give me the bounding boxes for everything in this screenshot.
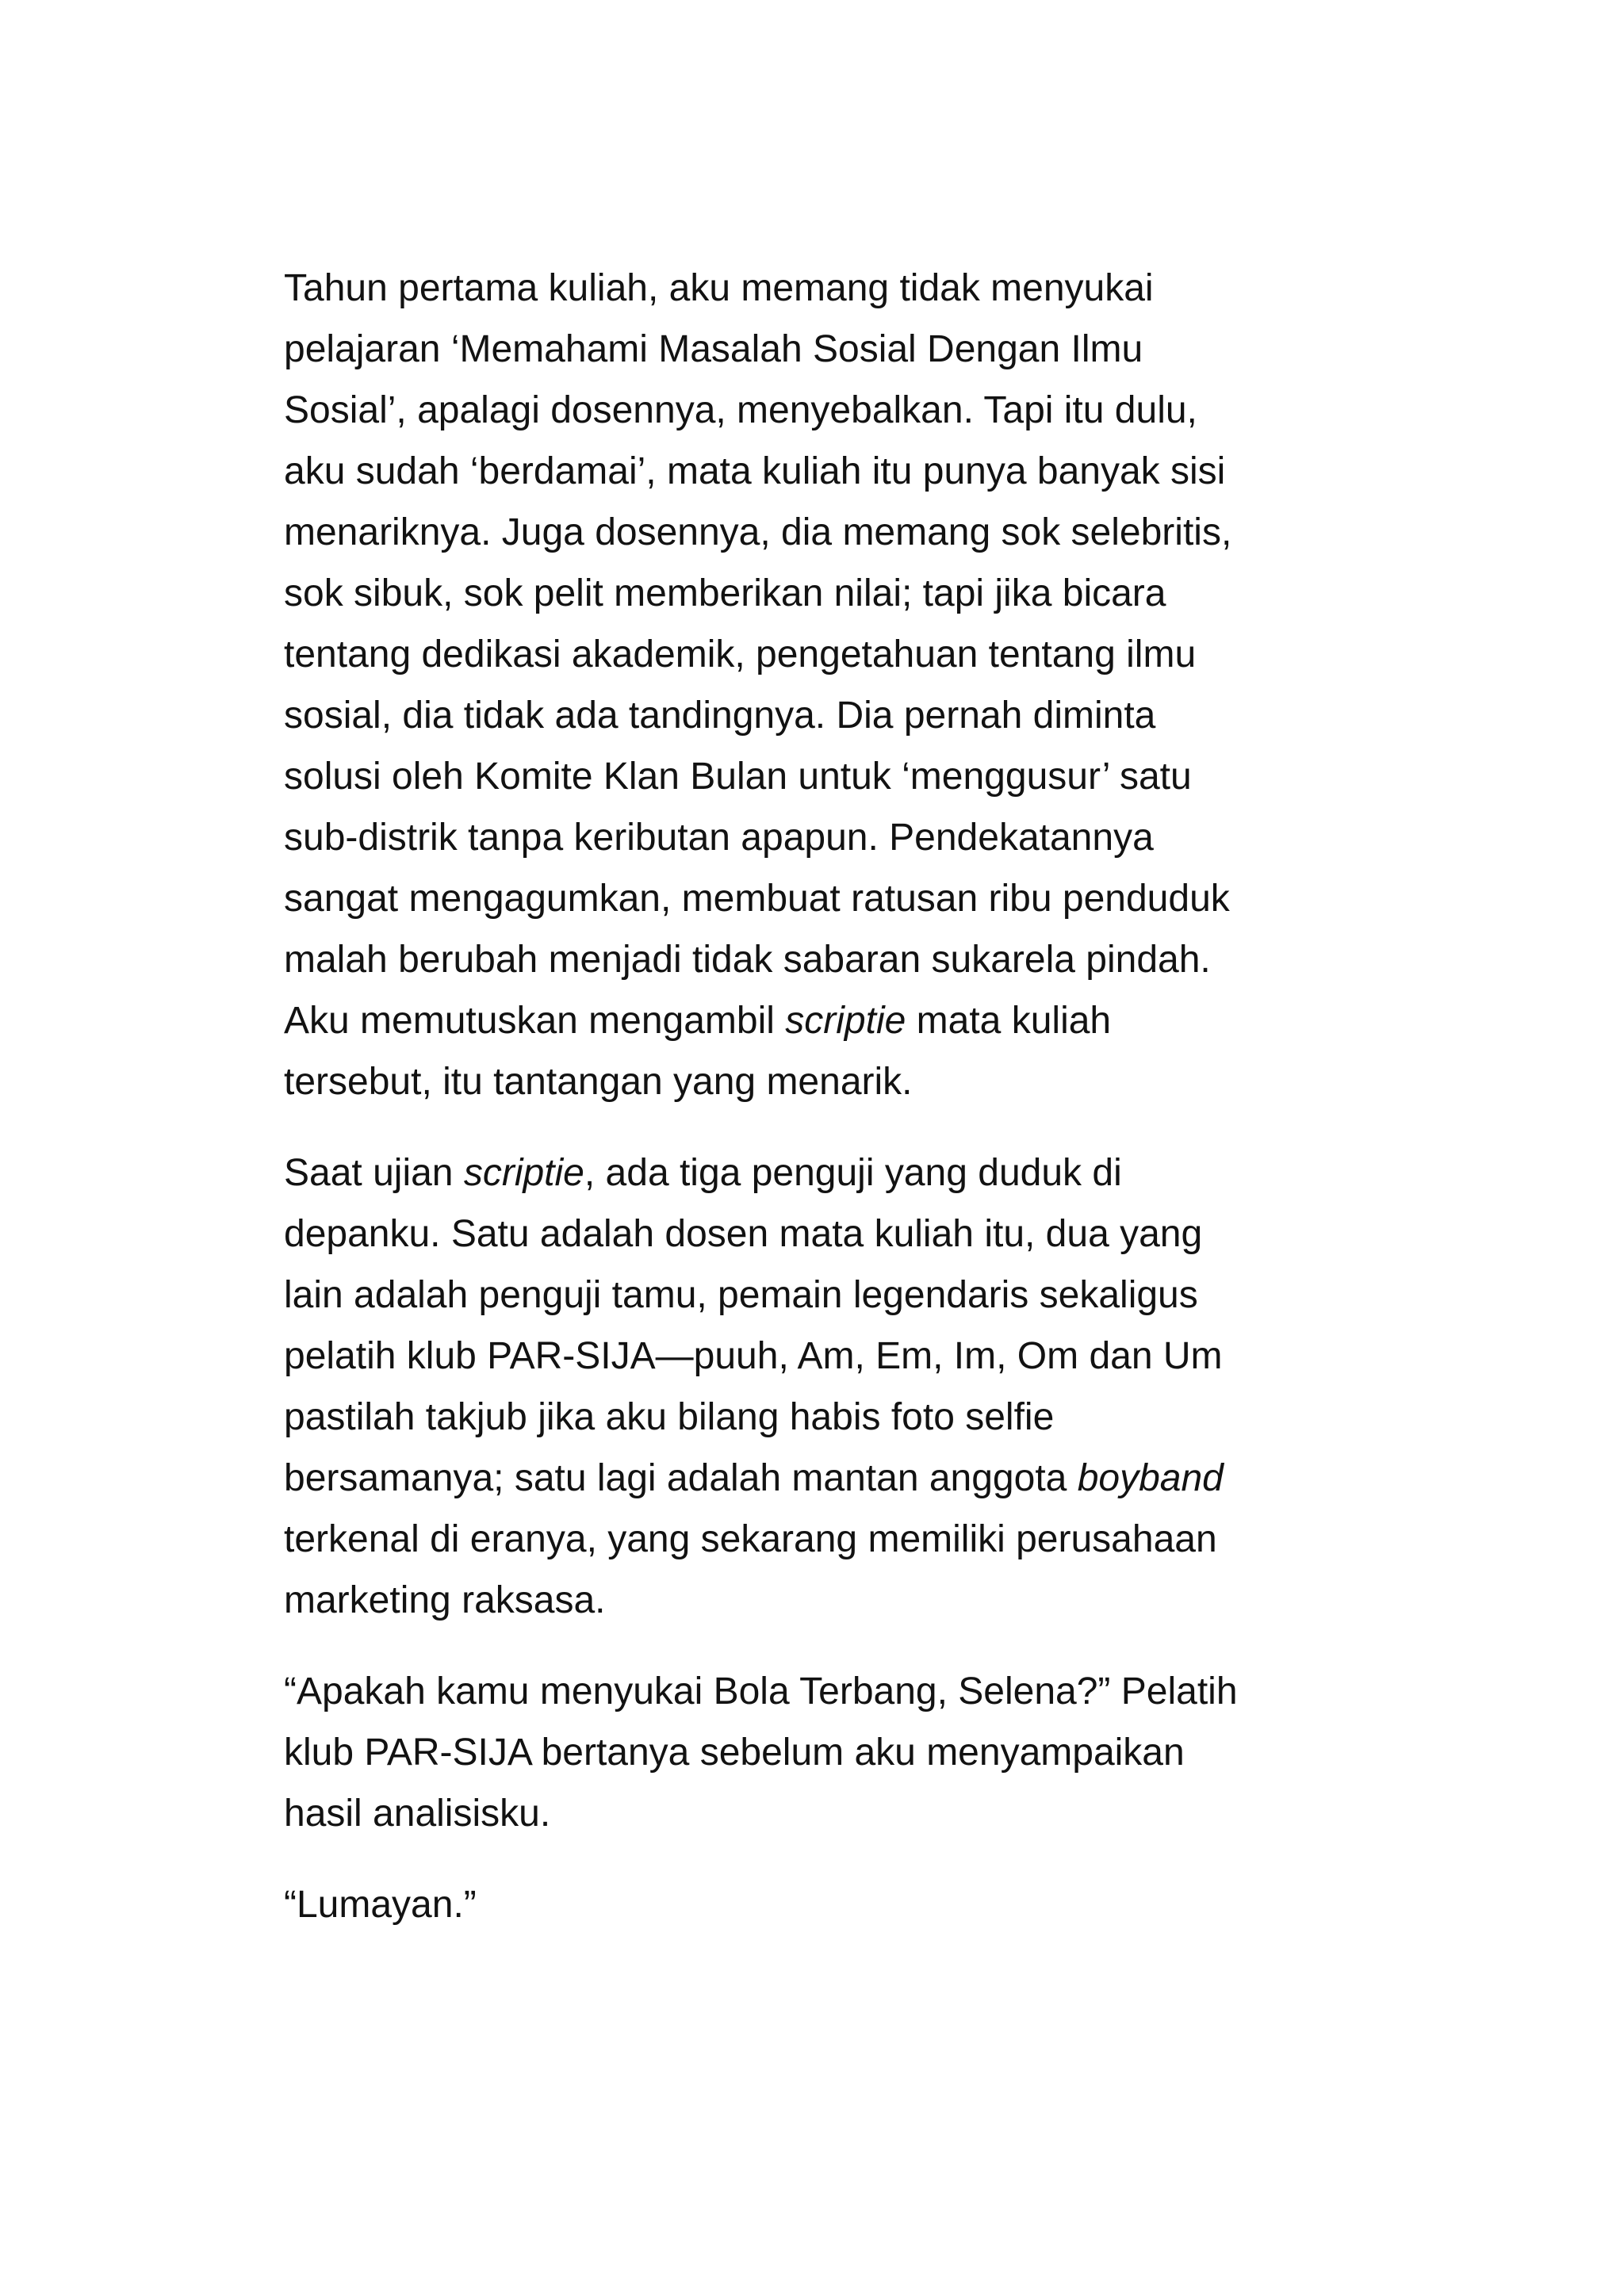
text-run: lain adalah penguji tamu, pemain legendaris sekaligus bbox=[284, 1274, 1198, 1316]
text-run: depanku. Satu adalah dosen mata kuliah itu, dua yang bbox=[284, 1213, 1203, 1255]
text-run: “Lumayan.” bbox=[284, 1884, 477, 1926]
text-run: malah berubah menjadi tidak sabaran sukarela pindah. bbox=[284, 939, 1211, 981]
text-line bbox=[284, 1570, 1356, 1631]
text-line bbox=[284, 1661, 1356, 1722]
text-line bbox=[284, 929, 1356, 990]
italic-text: boyband bbox=[1077, 1457, 1224, 1499]
text-run: Sosial’, apalagi dosennya, menyebalkan. Tapi itu dulu, bbox=[284, 389, 1197, 431]
text-line bbox=[284, 1326, 1356, 1387]
body-text bbox=[284, 258, 1356, 1935]
text-line bbox=[284, 1448, 1356, 1509]
text-line bbox=[284, 563, 1356, 624]
text-run: terkenal di eranya, yang sekarang memiliki perusahaan bbox=[284, 1518, 1217, 1560]
text-run: “Apakah kamu menyukai Bola Terbang, Selena?” Pelatih bbox=[284, 1670, 1238, 1712]
paragraph bbox=[284, 1661, 1356, 1844]
text-line bbox=[284, 502, 1356, 563]
text-line bbox=[284, 746, 1356, 807]
text-line bbox=[284, 441, 1356, 502]
text-run: pelatih klub PAR-SIJA—puuh, Am, Em, Im, Om dan Um bbox=[284, 1335, 1223, 1377]
text-run: klub PAR-SIJA bertanya sebelum aku menyampaikan bbox=[284, 1732, 1185, 1774]
text-run: , ada tiga penguji yang duduk di bbox=[584, 1152, 1122, 1194]
text-run: sosial, dia tidak ada tandingnya. Dia pernah diminta bbox=[284, 695, 1156, 737]
text-run: tersebut, itu tantangan yang menarik. bbox=[284, 1061, 913, 1103]
text-line bbox=[284, 1051, 1356, 1112]
text-line bbox=[284, 685, 1356, 746]
text-line bbox=[284, 807, 1356, 868]
paragraph bbox=[284, 1142, 1356, 1631]
text-line bbox=[284, 1722, 1356, 1783]
text-line bbox=[284, 1509, 1356, 1570]
text-line bbox=[284, 1142, 1356, 1203]
text-run: mata kuliah bbox=[906, 1000, 1112, 1042]
text-run: marketing raksasa. bbox=[284, 1579, 606, 1621]
text-line bbox=[284, 1265, 1356, 1326]
text-run: sangat mengagumkan, membuat ratusan ribu penduduk bbox=[284, 878, 1230, 920]
text-line bbox=[284, 868, 1356, 929]
text-line bbox=[284, 258, 1356, 319]
text-run: solusi oleh Komite Klan Bulan untuk ‘menggusur’ satu bbox=[284, 756, 1192, 798]
text-run: sub-distrik tanpa keributan apapun. Pendekatannya bbox=[284, 817, 1154, 859]
italic-text: scriptie bbox=[785, 1000, 906, 1042]
text-line bbox=[284, 624, 1356, 685]
text-run: aku sudah ‘berdamai’, mata kuliah itu punya banyak sisi bbox=[284, 450, 1226, 492]
text-run: tentang dedikasi akademik, pengetahuan tentang ilmu bbox=[284, 633, 1197, 675]
text-run: menariknya. Juga dosennya, dia memang sok selebritis, bbox=[284, 511, 1232, 553]
text-run: pelajaran ‘Memahami Masalah Sosial Dengan Ilmu bbox=[284, 328, 1143, 370]
text-run: Aku memutuskan mengambil bbox=[284, 1000, 786, 1042]
text-line bbox=[284, 380, 1356, 441]
text-run: bersamanya; satu lagi adalah mantan anggota bbox=[284, 1457, 1078, 1499]
text-run: pastilah takjub jika aku bilang habis foto selfie bbox=[284, 1396, 1055, 1438]
italic-text: scriptie bbox=[463, 1152, 584, 1194]
text-line bbox=[284, 319, 1356, 380]
text-line bbox=[284, 1203, 1356, 1265]
text-run: Saat ujian bbox=[284, 1152, 464, 1194]
paragraph bbox=[284, 1874, 1356, 1935]
text-line bbox=[284, 1783, 1356, 1844]
text-line bbox=[284, 1387, 1356, 1448]
text-line bbox=[284, 1874, 1356, 1935]
text-run: sok sibuk, sok pelit memberikan nilai; tapi jika bicara bbox=[284, 572, 1166, 614]
text-line bbox=[284, 990, 1356, 1051]
paragraph bbox=[284, 258, 1356, 1112]
text-run: hasil analisisku. bbox=[284, 1793, 551, 1835]
text-run: Tahun pertama kuliah, aku memang tidak menyukai bbox=[284, 267, 1154, 309]
